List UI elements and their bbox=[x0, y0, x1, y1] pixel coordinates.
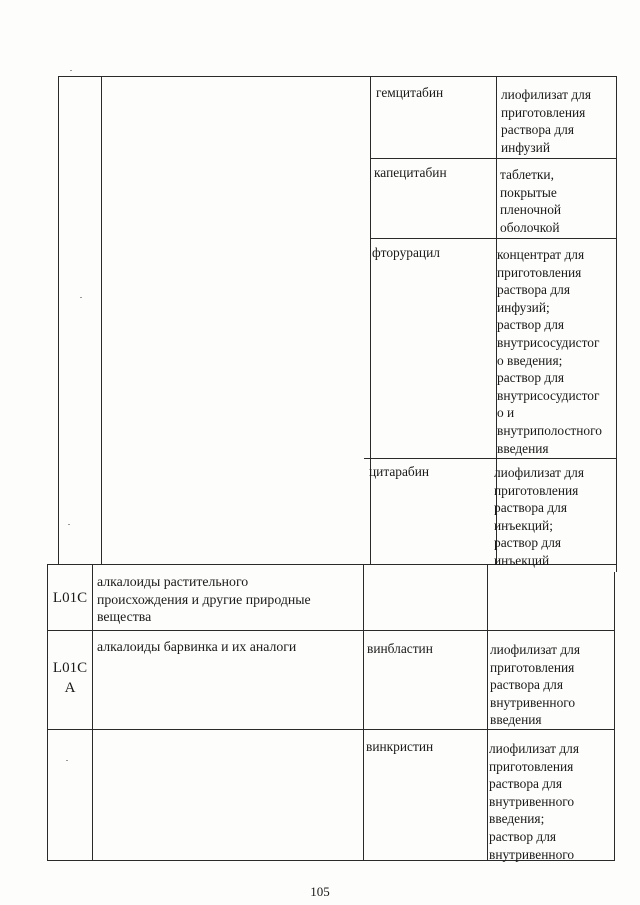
dosage-form: лиофилизат для приготовления раствора для инфузий bbox=[501, 87, 591, 155]
drug-name: гемцитабин bbox=[376, 85, 444, 100]
drug-name: капецитабин bbox=[374, 165, 447, 180]
dosage-form: концентрат для приготовления раствора для инфузий; раствор для внутрисосудистог о введения; раствор для внутрисосудистог о и внутриполостного введения bbox=[497, 247, 602, 456]
page-number: 105 bbox=[310, 884, 330, 899]
drug-name: цитарабин bbox=[369, 464, 430, 479]
drug-name: винкристин bbox=[366, 739, 434, 754]
dosage-form: таблетки, покрытые пленочной оболочкой bbox=[500, 167, 562, 235]
scan-speck bbox=[80, 297, 82, 298]
atc-code: L01C A bbox=[52, 660, 88, 696]
dosage-form: лиофилизат для приготовления раствора для внутривенного введения bbox=[490, 642, 580, 728]
dosage-form: лиофилизат для приготовления раствора для внутривенного введения; раствор для внутривенного bbox=[489, 741, 579, 862]
atc-group-name: алкалоиды растительного происхождения и другие природные вещества bbox=[97, 574, 311, 625]
drug-name: винбластин bbox=[367, 641, 433, 656]
atc-code: L01C bbox=[52, 590, 88, 606]
scan-speck bbox=[68, 524, 70, 525]
scan-speck bbox=[70, 70, 72, 71]
drug-name: фторурацил bbox=[372, 245, 440, 260]
dosage-form: лиофилизат для приготовления раствора для инъекций; раствор для инъекций bbox=[494, 465, 584, 568]
scan-speck bbox=[66, 760, 68, 761]
atc-group-name: алкалоиды барвинка и их аналоги bbox=[97, 639, 297, 654]
